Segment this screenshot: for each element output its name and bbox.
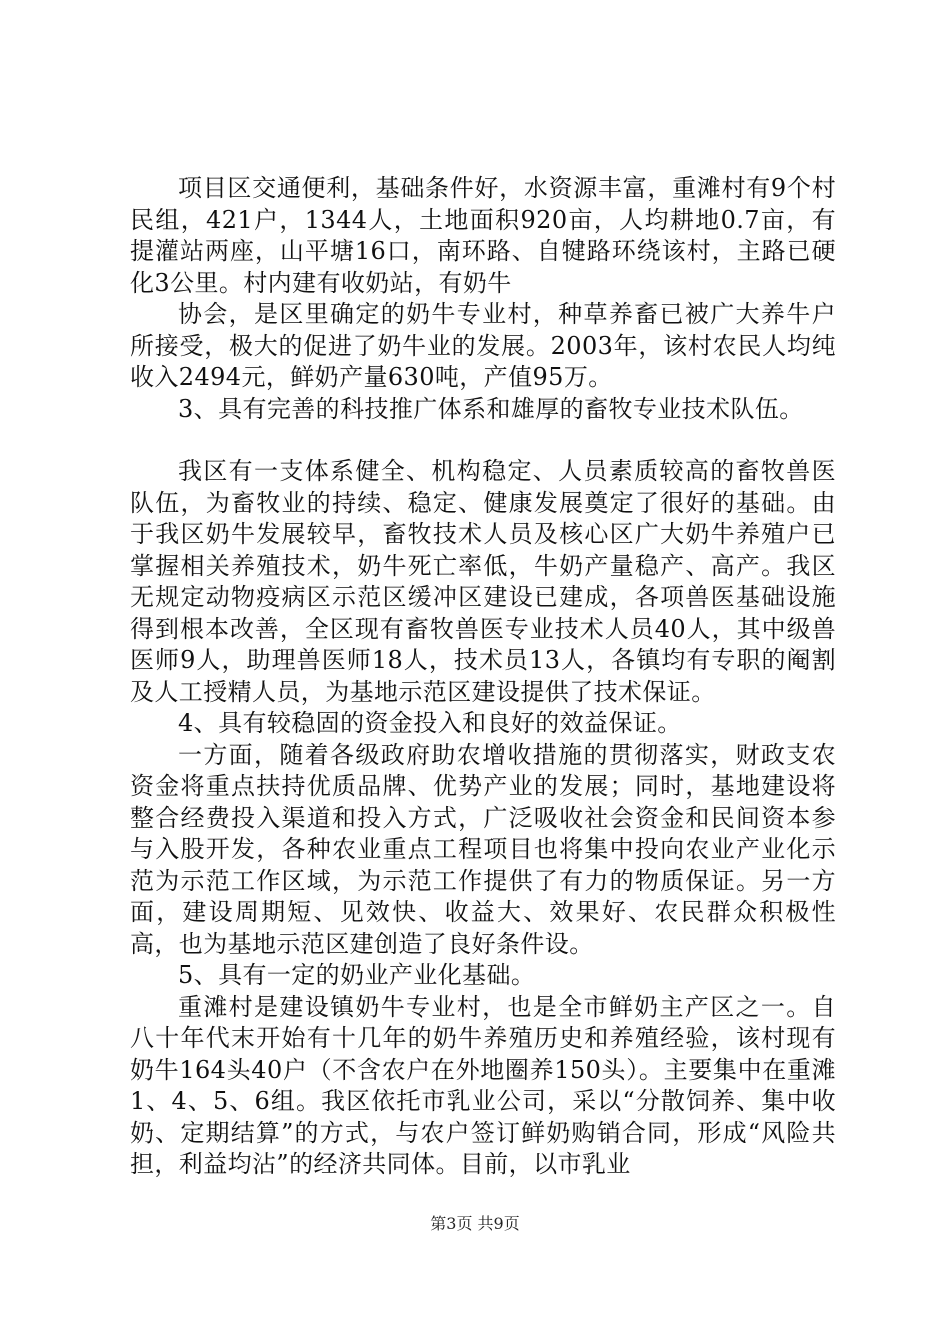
heading-funding: 4、具有较稳固的资金投入和良好的效益保证。	[178, 709, 682, 737]
paragraph-project-area: 项目区交通便利，基础条件好，水资源丰富，重滩村有9个村民组，421户，1344人，土地面积920亩，人均耕地0.7亩，有提灌站两座，山平塘16口，南环路、自犍路环绕该村，主路已硬化3公里。村内建有收奶站，有奶牛	[130, 174, 836, 297]
heading-dairy-base: 5、具有一定的奶业产业化基础。	[178, 961, 536, 989]
paragraph-dairy-base: 重滩村是建设镇奶牛专业村，也是全市鲜奶主产区之一。自八十年代末开始有十几年的奶牛养殖历史和养殖经验，该村现有奶牛164头40户（不含农户在外地圈养150头）。主要集中在重滩1、4、5、6组。我区依托市乳业公司，采以“分散饲养、集中收奶、定期结算”的方式，与农户签订鲜奶购销合同，形成“风险共担，利益均沾”的经济共同体。目前，以市乳业	[130, 992, 836, 1178]
blank-line	[130, 425, 836, 456]
paragraph-association: 协会，是区里确定的奶牛专业村，种草养畜已被广大养牛户所接受，极大的促进了奶牛业的发展。2003年，该村农民人均纯收入2494元，鲜奶产量630吨，产值95万。	[130, 300, 836, 391]
document-body	[130, 173, 836, 1181]
heading-tech-team: 3、具有完善的科技推广体系和雄厚的畜牧专业技术队伍。	[178, 394, 804, 423]
paragraph-funding: 一方面，随着各级政府助农增收措施的贯彻落实，财政支农资金将重点扶持优质品牌、优势产业的发展；同时，基地建设将整合经费投入渠道和投入方式，广泛吸收社会资金和民间资本参与入股开发，各种农业重点工程项目也将集中投向农业产业化示范为示范工作区域，为示范工作提供了有力的物质保证。另一方面，建设周期短、见效快、收益大、效果好、农民群众积极性高，也为基地示范区建创造了良好条件设。	[130, 740, 836, 958]
paragraph-vet-team: 我区有一支体系健全、机构稳定、人员素质较高的畜牧兽医队伍，为畜牧业的持续、稳定、健康发展奠定了很好的基础。由于我区奶牛发展较早，畜牧技术人员及核心区广大奶牛养殖户已掌握相关养殖技术，奶牛死亡率低，牛奶产量稳产、高产。我区无规定动物疫病区示范区缓冲区建设已建成，各项兽医基础设施得到根本改善，全区现有畜牧兽医专业技术人员40人，其中级兽医师9人，助理兽医师18人，技术员13人，各镇均有专职的阉割及人工授精人员，为基地示范区建设提供了技术保证。	[130, 457, 836, 706]
page-footer: 第3页 共9页	[430, 1214, 520, 1233]
